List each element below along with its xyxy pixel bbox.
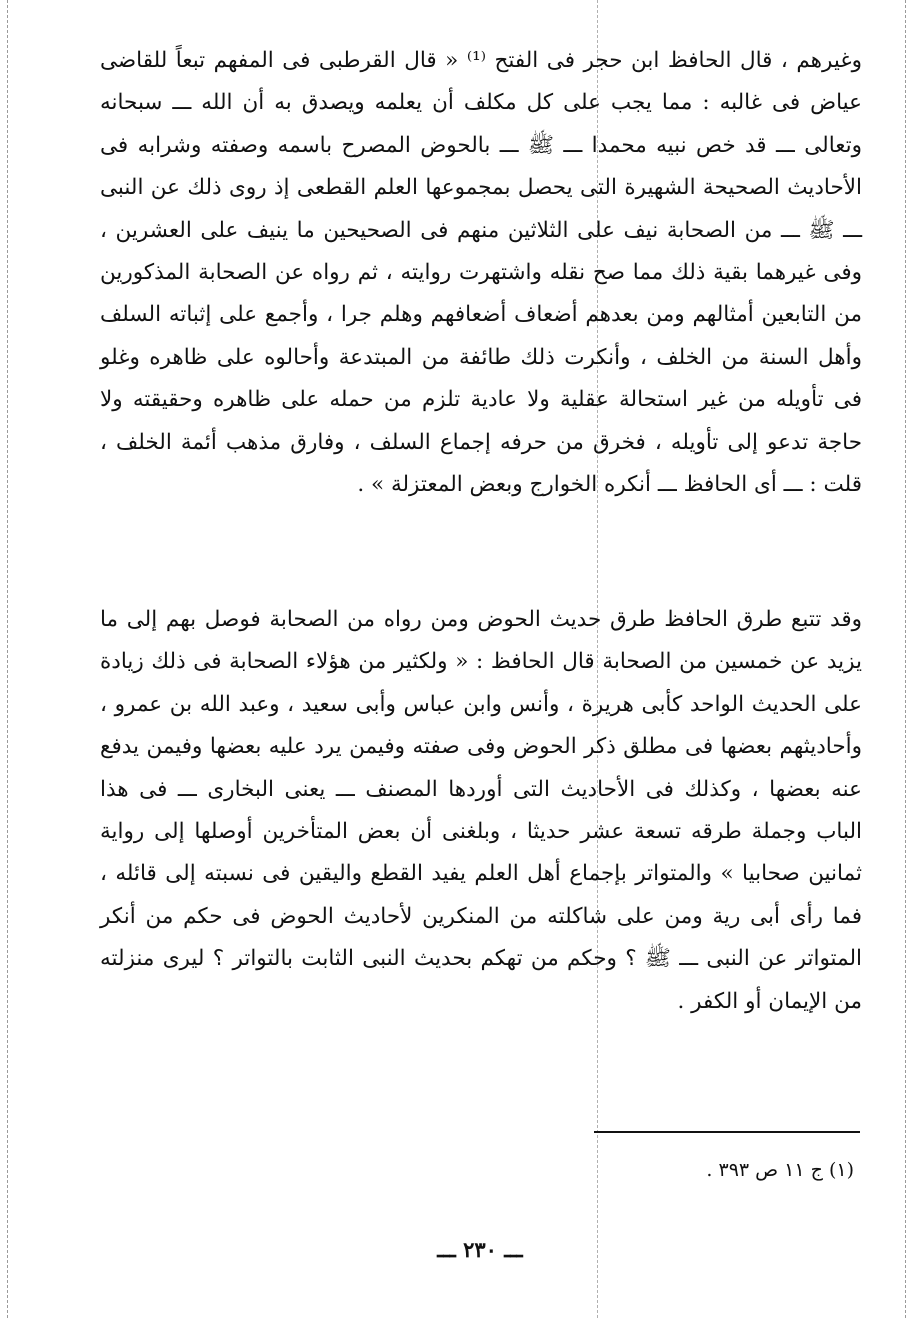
body-paragraph-2 xyxy=(100,599,862,1023)
paragraph-text: وغيرهم ، قال الحافظ ابن حجر فى الفتح ⁽¹⁾ « قال القرطبى فى المفهم تبعاً للقاضى عياض فى غالبه : مما يجب على كل مكلف أن يعلمه ويصدق به أن الله ـــ سبحانه وتعالى ـــ قد خص نبيه محمدا ـــ ﷺ ـــ بالحوض المصرح باسمه وصفته وشرابه فى الأحاديث الصحيحة الشهيرة التى يحصل بمجموعها العلم القطعى إذ روى ذلك عن النبى ـــ ﷺ ـــ من الصحابة نيف على الثلاثين منهم فى الصحيحين ما ينيف على العشرين ، وفى غيرهما بقية ذلك مما صح نقله واشتهرت روايته ، ثم رواه عن الصحابة المذكورين من التابعين أمثالهم ومن بعدهم أضعاف أضعافهم وهلم جرا ، وأجمع على إثباته السلف وأهل السنة من الخلف ، وأنكرت ذلك طائفة من المبتدعة وأحالوه على ظاهره وغلو فى تأويله من غير استحالة عقلية ولا عادية تلزم من حمله على ظاهره وحقيقته ولا حاجة تدعو إلى تأويله ، فخرق من حرفه إجماع السلف ، وفارق مذهب أئمة الخلف ، قلت : ـــ أى الحافظ ـــ أنكره الخوارج وبعض المعتزلة » . xyxy=(100,48,862,498)
left-margin-guide xyxy=(7,0,8,1318)
body-paragraph-1 xyxy=(100,40,862,506)
footnote-separator xyxy=(594,1131,860,1133)
footnote: (١) ج ١١ ص ٣٩٣ . xyxy=(706,1159,854,1181)
page-number: ـــ ٢٣٠ ـــ xyxy=(437,1237,523,1262)
paragraph-text: وقد تتبع طرق الحافظ طرق حديث الحوض ومن رواه من الصحابة فوصل بهم إلى ما يزيد عن خمسين من الصحابة قال الحافظ : « ولكثير من هؤلاء الصحابة فى ذلك زيادة على الحديث الواحد كأبى هريرة ، وأنس وابن عباس وأبى سعيد ، وعبد الله بن عمرو ، وأحاديثهم بعضها فى مطلق ذكر الحوض وفى صفته وفيمن يرد عليه بعضها وفيمن يدفع عنه بعضها ، وكذلك فى الأحاديث التى أوردها المصنف ـــ يعنى البخارى ـــ فى هذا الباب وجملة طرقه تسعة عشر حديثا ، وبلغنى أن بعض المتأخرين أوصلها إلى رواية ثمانين صحابيا » والمتواتر بإجماع أهل العلم يفيد القطع واليقين فى نسبته إلى قائله ، فما رأى أبى رية ومن على شاكلته من المنكرين لأحاديث الحوض فى حكم من أنكر المتواتر عن النبى ـــ ﷺ ؟ وحكم من تهكم بحديث النبى الثابت بالتواتر ؟ ليرى منزلته من الإيمان أو الكفر . xyxy=(100,607,862,1014)
right-margin-guide xyxy=(905,0,906,1318)
